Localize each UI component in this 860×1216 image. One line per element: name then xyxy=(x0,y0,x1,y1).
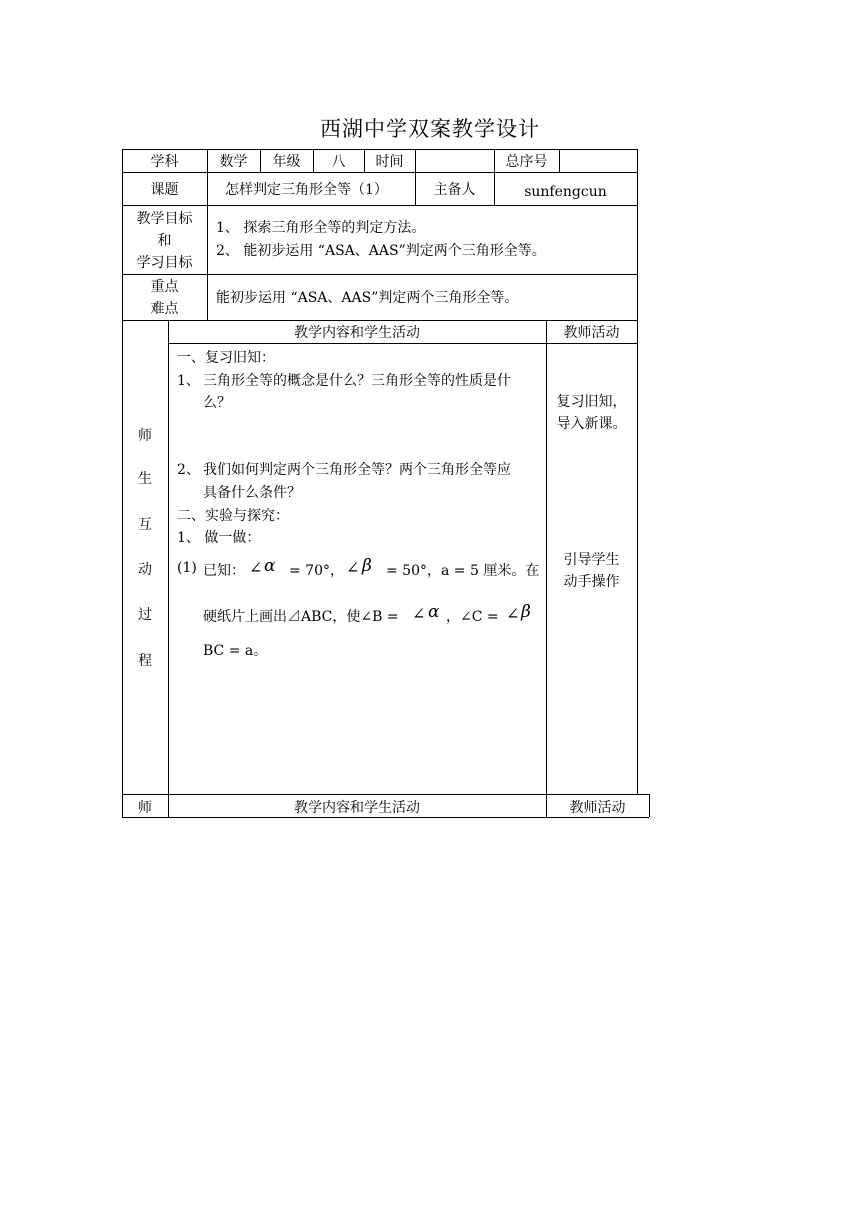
topic-value: 怎样判定三角形全等（1） xyxy=(225,182,388,198)
document-title: 西湖中学双案教学设计 xyxy=(320,117,540,141)
next-content-header: 教学内容和学生活动 xyxy=(294,800,420,816)
beta-symbol: β xyxy=(362,556,372,576)
side-char: 生 xyxy=(138,471,152,487)
angle-symbol: ∠ xyxy=(249,558,263,577)
time-label: 时间 xyxy=(375,154,404,170)
teacher-note-2-line-1: 引导学生 xyxy=(563,552,620,568)
side-char: 动 xyxy=(138,562,152,578)
goals-label-line2: 和 xyxy=(157,233,172,249)
keypoints-value: 能初步运用 “ASA、AAS”判定两个三角形全等。 xyxy=(216,290,519,306)
review-heading: 一、复习旧知： xyxy=(177,350,275,366)
next-side-char: 师 xyxy=(138,800,152,816)
question-2-line-2: 具备什么条件？ xyxy=(203,485,301,501)
problem-line-3-text: BC = a。 xyxy=(203,643,268,659)
teacher-column-header: 教师活动 xyxy=(563,325,620,341)
do-it-line: 1、 做一做： xyxy=(177,530,261,546)
alpha-symbol: α xyxy=(428,602,440,622)
content-column-header: 教学内容和学生活动 xyxy=(294,325,420,341)
grade-label: 年级 xyxy=(272,154,301,170)
question-2-line-1: 我们如何判定两个三角形全等？两个三角形全等应 xyxy=(203,462,511,478)
beta-symbol: β xyxy=(521,602,531,622)
preparer-value: sunfengcun xyxy=(524,184,607,200)
subject-value: 数学 xyxy=(219,154,248,170)
keypoints-label-line1: 重点 xyxy=(150,279,179,295)
known-label: 已知： xyxy=(203,563,245,579)
preparer-label: 主备人 xyxy=(433,182,476,198)
question-1-number: 1、 xyxy=(177,373,200,389)
explore-heading: 二、实验与探究： xyxy=(177,508,289,524)
grade-value: 八 xyxy=(331,154,346,170)
alpha-value: = 70°， xyxy=(289,563,344,579)
angle-symbol: ∠ xyxy=(346,558,360,577)
angle-symbol: ∠ xyxy=(412,604,426,623)
problem-line-2-text-2: ，∠C = xyxy=(446,609,499,625)
beta-value-and-side: = 50°，a = 5 厘米。在 xyxy=(386,563,540,579)
goals-label-line1: 教学目标 xyxy=(136,211,193,227)
alpha-symbol: α xyxy=(264,556,276,576)
side-char: 互 xyxy=(138,517,152,533)
problem-number: (1) xyxy=(177,560,197,576)
sequence-label: 总序号 xyxy=(505,154,548,170)
subject-label: 学科 xyxy=(150,154,179,170)
goal-item-2: 2、 能初步运用 “ASA、AAS”判定两个三角形全等。 xyxy=(216,243,546,259)
question-2-number: 2、 xyxy=(177,462,200,478)
side-char: 过 xyxy=(138,607,152,623)
topic-label: 课题 xyxy=(150,182,179,198)
problem-line-2-text: 硬纸片上画出⊿ABC，使∠B = xyxy=(203,609,399,625)
goal-item-1: 1、 探索三角形全等的判定方法。 xyxy=(216,220,426,236)
teacher-note-1-line-1: 复习旧知， xyxy=(556,394,627,410)
side-char: 师 xyxy=(138,428,152,444)
teacher-note-1-line-2: 导入新课。 xyxy=(556,416,627,432)
angle-symbol: ∠ xyxy=(506,604,520,623)
keypoints-label-line2: 难点 xyxy=(150,301,179,317)
next-teacher-header: 教师活动 xyxy=(569,800,626,816)
teacher-note-2-line-2: 动手操作 xyxy=(563,574,620,590)
goals-label-line3: 学习目标 xyxy=(136,255,193,271)
question-1-line-2: 么？ xyxy=(203,395,231,411)
side-char: 程 xyxy=(138,653,152,669)
question-1-line-1: 三角形全等的概念是什么？三角形全等的性质是什 xyxy=(203,373,511,389)
